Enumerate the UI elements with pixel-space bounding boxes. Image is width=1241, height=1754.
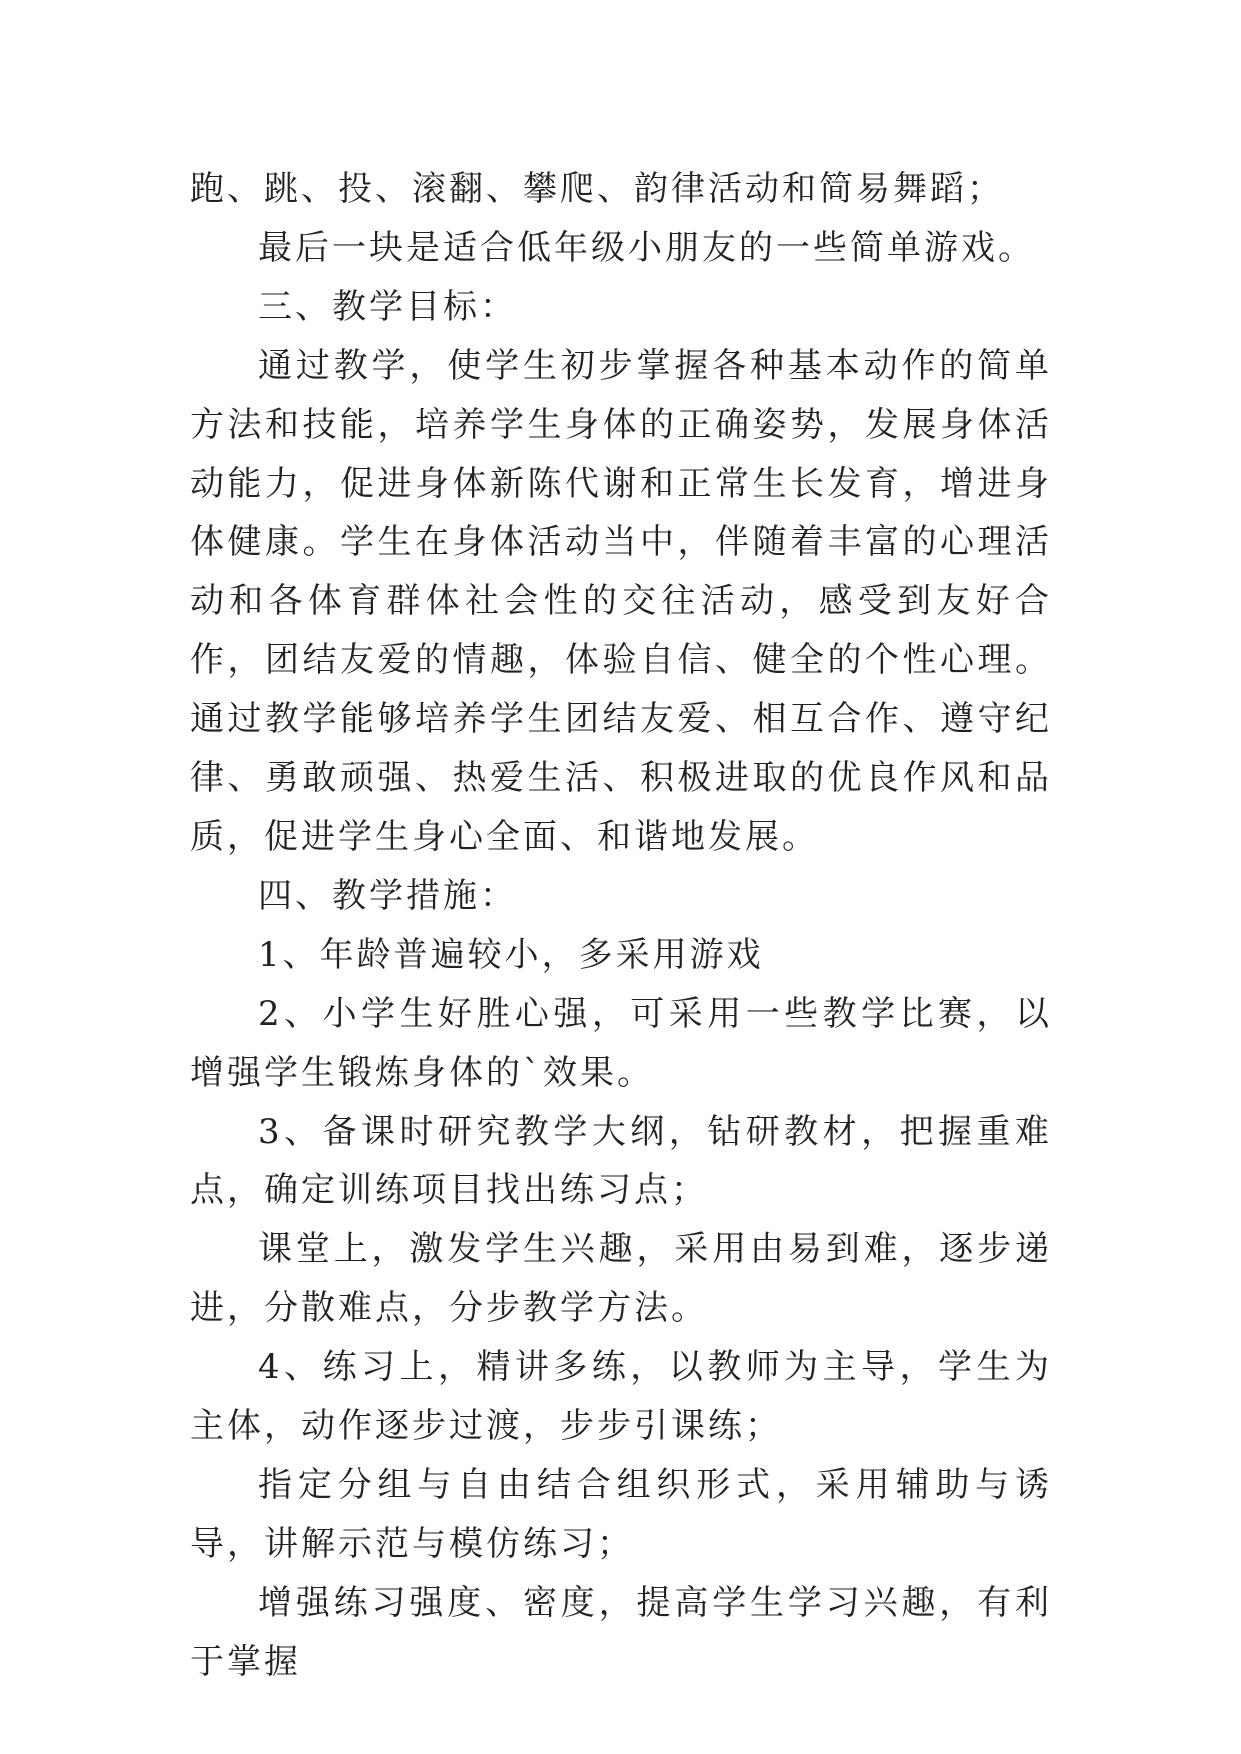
paragraph: 跑、跳、投、滚翻、攀爬、韵律活动和简易舞蹈； [190, 169, 1004, 209]
paragraph: 指定分组与自由结合组织形式，采用辅助与诱导，讲解示范与模仿练习； [190, 1464, 1052, 1564]
list-item: 3、备课时研究教学大纲，钻研教材，把握重难点，确定训练项目找出练习点； [190, 1111, 1052, 1211]
list-item: 2、小学生好胜心强，可采用一些教学比赛，以增强学生锻炼身体的`效果。 [190, 993, 1052, 1093]
document-body [190, 160, 1052, 1692]
section-heading: 四、教学措施： [258, 875, 517, 916]
paragraph: 增强练习强度、密度，提高学生学习兴趣，有利于掌握 [190, 1582, 1052, 1682]
list-item: 4、练习上，精讲多练，以教师为主导，学生为主体，动作逐步过渡，步步引课练； [190, 1347, 1052, 1447]
section-heading: 三、教学目标： [258, 286, 517, 327]
list-item: 1、年龄普遍较小，多采用游戏 [258, 934, 764, 975]
paragraph: 课堂上，激发学生兴趣，采用由易到难，逐步递进，分散难点，分步教学方法。 [190, 1229, 1052, 1329]
paragraph: 最后一块是适合低年级小朋友的一些简单游戏。 [258, 227, 1035, 268]
paragraph: 通过教学，使学生初步掌握各种基本动作的简单方法和技能，培养学生身体的正确姿势，发展身体活动能力，促进身体新陈代谢和正常生长发育，增进身体健康。学生在身体活动当中，伴随着丰富的心理活动和各体育群体社会性的交往活动，感受到友好合作，团结友爱的情趣，体验自信、健全的个性心理。通过教学能够培养学生团结友爱、相互合作、遵守纪律、勇敢顽强、热爱生活、积极进取的优良作风和品质，促进学生身心全面、和谐地发展。 [190, 345, 1052, 857]
